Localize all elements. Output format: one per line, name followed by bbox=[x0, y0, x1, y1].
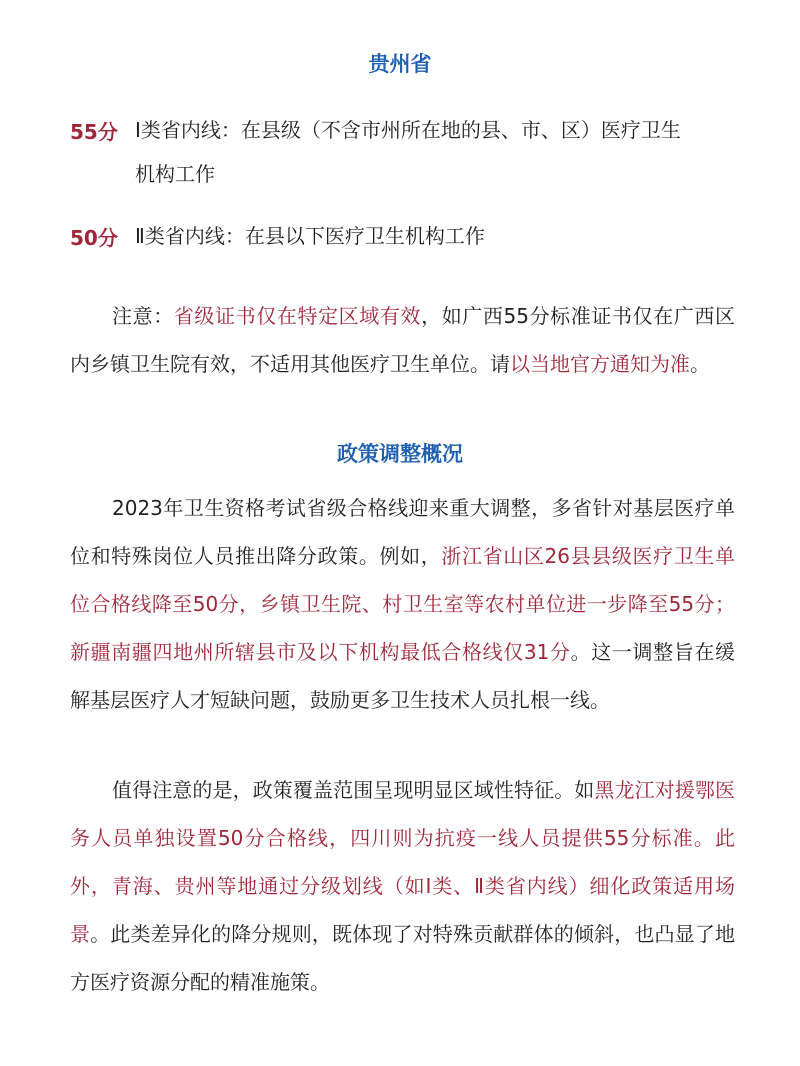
para1-text-start: 2023年卫生资格考试省级合格线迎来重大调整，多省针对基层医疗单位和特殊岗位人员推出降分政策。例如， bbox=[70, 496, 735, 568]
score-50: 50分 bbox=[70, 226, 118, 250]
note-body: ，如广西55分标准证书仅在广西区内乡镇卫生院有效，不适用其他医疗卫生单位。请 bbox=[70, 304, 736, 376]
score-55: 55分 bbox=[70, 120, 118, 144]
para2-text-start: 值得注意的是，政策覆盖范围呈现明显区域性特征。如 bbox=[112, 778, 595, 802]
line-50-text: Ⅱ类省内线：在县以下医疗卫生机构工作 bbox=[135, 224, 485, 248]
note-prefix: 注意： bbox=[112, 304, 174, 328]
para2-highlight: 黑龙江对援鄂医务人员单独设置50分合格线，四川则为抗疫一线人员提供55分标准。此外，青海、贵州等地通过分级划线（如Ⅰ类、Ⅱ类省内线）细化政策适用场景 bbox=[70, 778, 736, 946]
note-end: 。 bbox=[690, 352, 710, 376]
note-paragraph bbox=[70, 292, 735, 388]
policy-heading: 政策调整概况 bbox=[337, 442, 463, 466]
policy-paragraph-1 bbox=[70, 484, 735, 724]
note-highlight-2: 以当地官方通知为准 bbox=[510, 352, 690, 376]
province-heading: 贵州省 bbox=[368, 52, 432, 76]
line-55-text: Ⅰ类省内线：在县级（不含市州所在地的县、市、区）医疗卫生 bbox=[135, 118, 681, 142]
para1-text-end: 。这一调整旨在缓解基层医疗人才短缺问题，鼓励更多卫生技术人员扎根一线。 bbox=[70, 640, 736, 712]
note-highlight-1: 省级证书仅在特定区域有效 bbox=[173, 304, 422, 328]
para1-highlight: 浙江省山区26县县级医疗卫生单位合格线降至50分，乡镇卫生院、村卫生室等农村单位进一步降至55分；新疆南疆四地州所辖县市及以下机构最低合格线仅31分 bbox=[70, 544, 736, 664]
line-55-text-cont: 机构工作 bbox=[135, 162, 215, 186]
policy-paragraph-2 bbox=[70, 766, 735, 1006]
para2-text-end: 。此类差异化的降分规则，既体现了对特殊贡献群体的倾斜，也凸显了地方医疗资源分配的精准施策。 bbox=[70, 922, 735, 994]
